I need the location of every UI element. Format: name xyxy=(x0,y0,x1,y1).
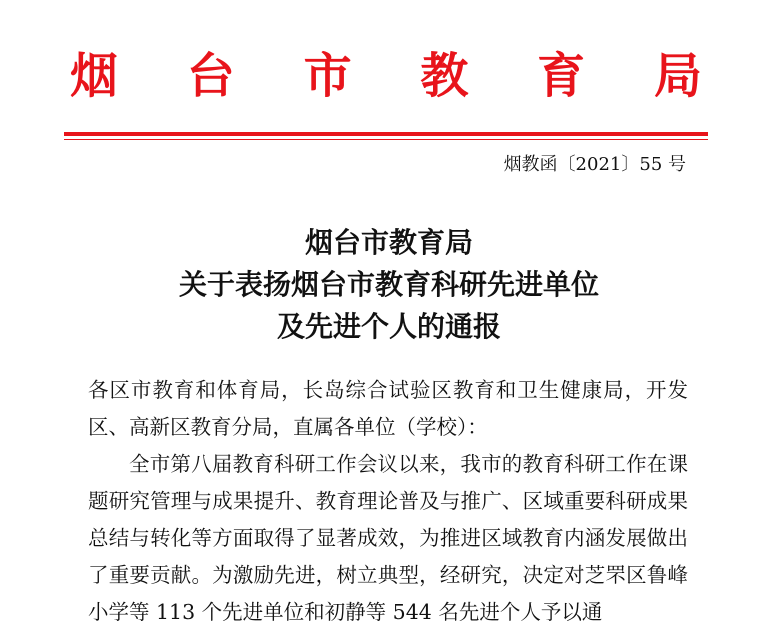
document-body xyxy=(88,372,688,631)
authority-char: 局 xyxy=(653,48,702,104)
title-line-3: 及先进个人的通报 xyxy=(276,310,501,343)
document-title xyxy=(0,222,778,348)
authority-char: 教 xyxy=(420,48,469,104)
authority-char: 育 xyxy=(537,48,586,104)
authority-char: 台 xyxy=(186,48,235,104)
title-line-2: 关于表扬烟台市教育科研先进单位 xyxy=(178,268,599,301)
authority-char: 市 xyxy=(303,48,352,104)
issuing-authority-title xyxy=(64,46,708,106)
authority-char: 烟 xyxy=(69,48,118,104)
header-divider-thick xyxy=(64,132,708,136)
document-number: 烟教函〔2021〕55 号 xyxy=(503,154,686,175)
header-divider-thin xyxy=(64,139,708,140)
salutation: 各区市教育和体育局，长岛综合试验区教育和卫生健康局，开发区、高新区教育分局，直属各单位（学校）： xyxy=(88,378,688,439)
body-paragraph: 全市第八届教育科研工作会议以来，我市的教育科研工作在课题研究管理与成果提升、教育理论普及与推广、区域重要科研成果总结与转化等方面取得了显著成效，为推进区域教育内涵发展做出了重要贡献。为激励先进，树立典型，经研究，决定对芝罘区鲁峰小学等 113 个先进单位和初静等 544 名先进个人予以通 xyxy=(88,452,688,624)
title-line-1: 烟台市教育局 xyxy=(304,226,473,259)
